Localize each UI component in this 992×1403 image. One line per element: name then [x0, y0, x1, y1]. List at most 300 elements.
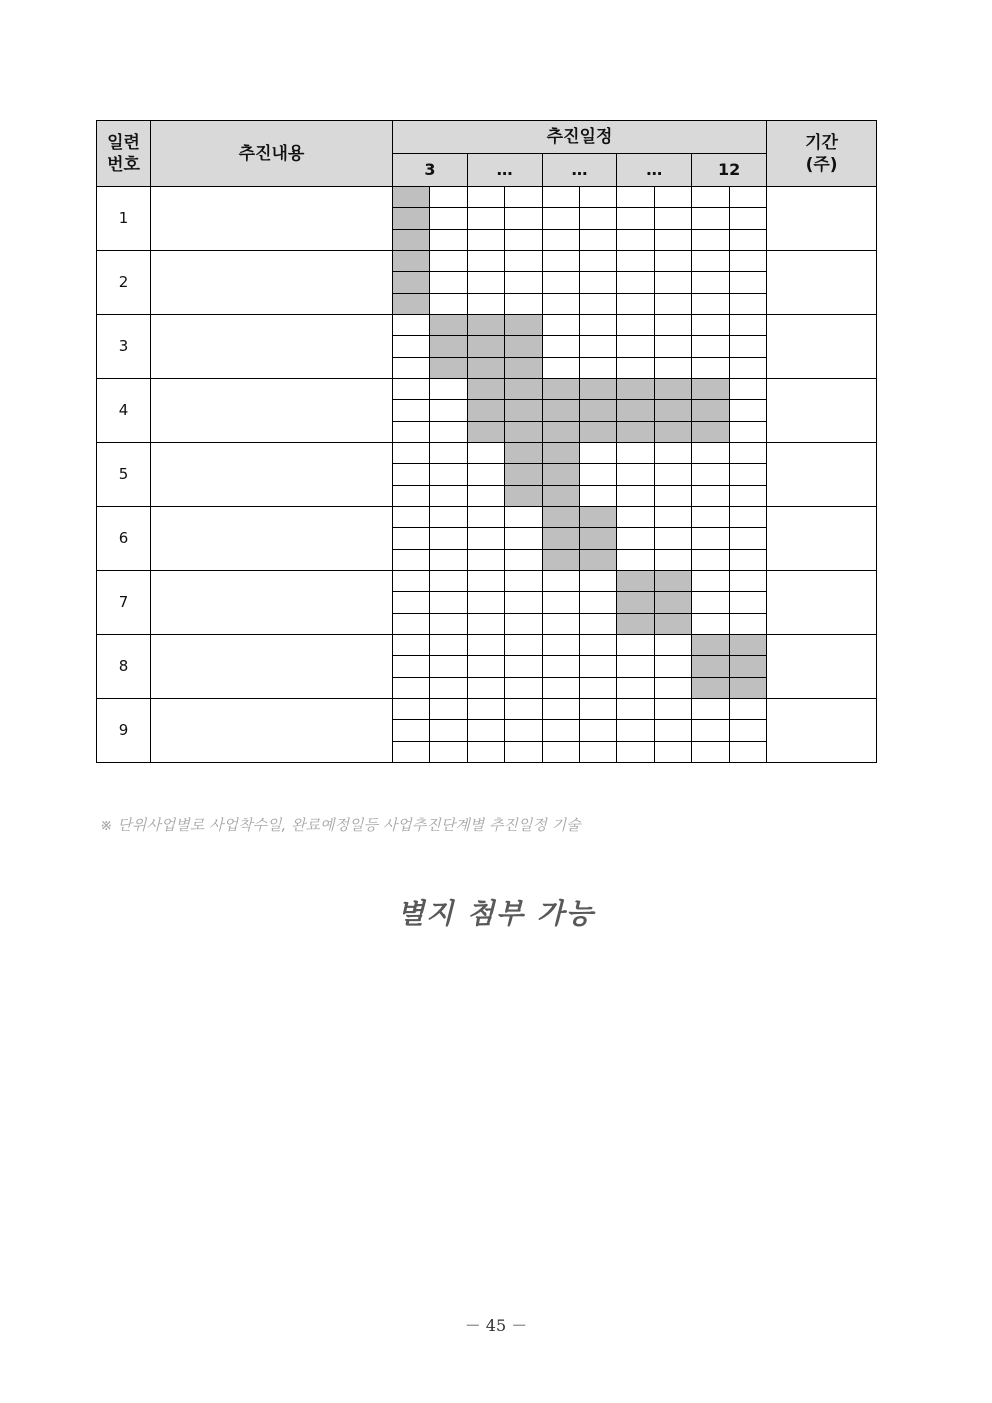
- schedule-cell: [617, 314, 654, 335]
- schedule-cell: [430, 698, 467, 719]
- schedule-cell: [729, 741, 767, 762]
- schedule-cell-filled: [467, 400, 504, 421]
- schedule-cell: [430, 250, 467, 271]
- schedule-cell: [617, 720, 654, 741]
- schedule-cell: [654, 250, 691, 271]
- schedule-cell-filled: [729, 634, 767, 655]
- schedule-cell: [617, 485, 654, 506]
- schedule-cell: [654, 229, 691, 250]
- schedule-cell: [579, 698, 616, 719]
- schedule-cell: [692, 336, 729, 357]
- schedule-cell: [579, 720, 616, 741]
- schedule-cell: [692, 485, 729, 506]
- schedule-cell: [542, 570, 579, 591]
- schedule-cell: [505, 720, 542, 741]
- schedule-cell: [729, 485, 767, 506]
- schedule-subrow: [97, 634, 877, 655]
- schedule-cell: [393, 506, 430, 527]
- schedule-cell: [654, 208, 691, 229]
- schedule-cell: [467, 250, 504, 271]
- schedule-cell: [542, 677, 579, 698]
- month-header: 12: [692, 154, 767, 187]
- schedule-cell-filled: [542, 464, 579, 485]
- schedule-cell: [654, 528, 691, 549]
- schedule-cell: [430, 187, 467, 208]
- schedule-cell: [654, 506, 691, 527]
- schedule-subrow: [97, 570, 877, 591]
- schedule-cell: [579, 272, 616, 293]
- schedule-cell: [617, 677, 654, 698]
- schedule-cell: [654, 464, 691, 485]
- schedule-cell: [467, 187, 504, 208]
- schedule-cell: [467, 208, 504, 229]
- schedule-subrow: [97, 506, 877, 527]
- schedule-cell: [617, 442, 654, 463]
- schedule-header: 추진일정: [393, 121, 767, 154]
- schedule-cell: [467, 698, 504, 719]
- schedule-cell-filled: [617, 421, 654, 442]
- schedule-cell-filled: [692, 378, 729, 399]
- schedule-cell-filled: [505, 357, 542, 378]
- month-header: …: [542, 154, 617, 187]
- schedule-cell: [617, 229, 654, 250]
- schedule-cell: [692, 528, 729, 549]
- schedule-cell-filled: [654, 400, 691, 421]
- schedule-cell: [692, 570, 729, 591]
- schedule-cell: [505, 506, 542, 527]
- schedule-cell-filled: [654, 570, 691, 591]
- schedule-cell-filled: [542, 442, 579, 463]
- schedule-cell: [617, 656, 654, 677]
- schedule-subrow: [97, 314, 877, 335]
- schedule-cell-filled: [505, 400, 542, 421]
- schedule-cell-filled: [393, 208, 430, 229]
- schedule-cell-filled: [505, 314, 542, 335]
- schedule-cell-filled: [692, 634, 729, 655]
- schedule-cell: [505, 528, 542, 549]
- schedule-cell: [467, 741, 504, 762]
- schedule-cell: [393, 464, 430, 485]
- schedule-cell: [692, 592, 729, 613]
- schedule-cell: [579, 293, 616, 314]
- schedule-cell: [729, 613, 767, 634]
- schedule-cell: [579, 656, 616, 677]
- schedule-cell: [692, 613, 729, 634]
- schedule-cell: [505, 677, 542, 698]
- schedule-cell: [729, 187, 767, 208]
- schedule-cell-filled: [579, 421, 616, 442]
- schedule-cell-filled: [542, 528, 579, 549]
- schedule-cell-filled: [654, 613, 691, 634]
- schedule-cell: [430, 293, 467, 314]
- schedule-cell: [505, 250, 542, 271]
- serial-number-header: 일련 번호: [97, 121, 151, 187]
- schedule-cell-filled: [430, 336, 467, 357]
- schedule-cell-filled: [467, 357, 504, 378]
- schedule-cell: [542, 634, 579, 655]
- schedule-cell-filled: [654, 592, 691, 613]
- schedule-cell: [467, 528, 504, 549]
- schedule-cell-filled: [692, 421, 729, 442]
- schedule-cell: [617, 336, 654, 357]
- schedule-cell-filled: [692, 400, 729, 421]
- row-number: 4: [97, 378, 151, 442]
- schedule-cell: [729, 272, 767, 293]
- schedule-cell: [692, 741, 729, 762]
- row-number: 1: [97, 187, 151, 251]
- schedule-cell-filled: [542, 378, 579, 399]
- schedule-cell: [692, 357, 729, 378]
- schedule-cell: [617, 272, 654, 293]
- schedule-cell: [617, 208, 654, 229]
- schedule-cell: [617, 187, 654, 208]
- schedule-cell: [617, 741, 654, 762]
- schedule-cell: [654, 741, 691, 762]
- schedule-cell: [430, 485, 467, 506]
- schedule-cell: [692, 293, 729, 314]
- schedule-cell: [505, 613, 542, 634]
- schedule-cell-filled: [579, 506, 616, 527]
- schedule-cell: [430, 592, 467, 613]
- schedule-cell-filled: [467, 314, 504, 335]
- schedule-cell: [467, 656, 504, 677]
- content-header: 추진내용: [151, 121, 393, 187]
- schedule-cell: [729, 442, 767, 463]
- schedule-cell-filled: [505, 336, 542, 357]
- schedule-cell: [393, 570, 430, 591]
- schedule-cell: [393, 357, 430, 378]
- schedule-cell: [654, 656, 691, 677]
- schedule-cell: [505, 656, 542, 677]
- schedule-cell: [393, 549, 430, 570]
- schedule-cell: [393, 528, 430, 549]
- schedule-cell: [430, 549, 467, 570]
- schedule-cell: [393, 698, 430, 719]
- schedule-cell-filled: [542, 485, 579, 506]
- schedule-cell: [654, 549, 691, 570]
- schedule-cell: [654, 272, 691, 293]
- schedule-subrow: [97, 442, 877, 463]
- schedule-cell: [654, 634, 691, 655]
- schedule-cell: [393, 634, 430, 655]
- schedule-cell: [579, 314, 616, 335]
- schedule-cell: [729, 720, 767, 741]
- schedule-cell: [729, 528, 767, 549]
- schedule-cell: [654, 442, 691, 463]
- schedule-cell-filled: [617, 592, 654, 613]
- schedule-cell: [430, 528, 467, 549]
- row-number: 8: [97, 634, 151, 698]
- schedule-cell-filled: [617, 400, 654, 421]
- schedule-cell: [430, 378, 467, 399]
- schedule-cell: [393, 613, 430, 634]
- schedule-cell: [393, 421, 430, 442]
- schedule-cell: [542, 272, 579, 293]
- schedule-cell: [729, 592, 767, 613]
- schedule-cell: [393, 592, 430, 613]
- schedule-cell-filled: [430, 314, 467, 335]
- schedule-cell: [692, 506, 729, 527]
- schedule-cell: [579, 464, 616, 485]
- row-number: 6: [97, 506, 151, 570]
- schedule-cell: [467, 549, 504, 570]
- schedule-cell: [654, 357, 691, 378]
- schedule-cell: [430, 613, 467, 634]
- content-cell: [151, 187, 393, 251]
- schedule-cell: [542, 698, 579, 719]
- schedule-cell: [467, 293, 504, 314]
- schedule-cell: [505, 698, 542, 719]
- schedule-cell: [579, 229, 616, 250]
- schedule-cell-filled: [729, 677, 767, 698]
- schedule-cell: [692, 250, 729, 271]
- schedule-cell: [579, 336, 616, 357]
- schedule-cell: [579, 677, 616, 698]
- schedule-cell: [393, 314, 430, 335]
- schedule-cell: [542, 293, 579, 314]
- content-cell: [151, 378, 393, 442]
- period-cell: [767, 442, 877, 506]
- schedule-cell: [729, 570, 767, 591]
- schedule-cell: [579, 357, 616, 378]
- schedule-cell: [430, 741, 467, 762]
- schedule-cell: [729, 293, 767, 314]
- schedule-cell-filled: [542, 506, 579, 527]
- schedule-cell: [393, 741, 430, 762]
- schedule-cell: [430, 506, 467, 527]
- schedule-cell: [542, 187, 579, 208]
- schedule-cell-filled: [579, 400, 616, 421]
- schedule-cell: [393, 336, 430, 357]
- schedule-cell: [729, 506, 767, 527]
- schedule-cell: [654, 698, 691, 719]
- schedule-subrow: [97, 187, 877, 208]
- schedule-cell: [430, 272, 467, 293]
- schedule-cell-filled: [617, 613, 654, 634]
- schedule-cell: [692, 698, 729, 719]
- month-header: …: [467, 154, 542, 187]
- period-cell: [767, 698, 877, 762]
- schedule-cell: [729, 464, 767, 485]
- schedule-cell: [692, 272, 729, 293]
- schedule-cell: [654, 187, 691, 208]
- schedule-cell-filled: [505, 485, 542, 506]
- schedule-cell: [579, 634, 616, 655]
- schedule-cell: [692, 229, 729, 250]
- schedule-cell: [729, 698, 767, 719]
- schedule-cell: [430, 464, 467, 485]
- schedule-cell: [729, 357, 767, 378]
- schedule-cell: [430, 400, 467, 421]
- schedule-cell-filled: [467, 421, 504, 442]
- schedule-cell: [542, 208, 579, 229]
- schedule-cell: [579, 187, 616, 208]
- schedule-cell: [542, 720, 579, 741]
- schedule-cell: [692, 549, 729, 570]
- schedule-cell-filled: [505, 378, 542, 399]
- schedule-cell: [729, 314, 767, 335]
- schedule-cell-filled: [542, 421, 579, 442]
- schedule-cell: [542, 229, 579, 250]
- schedule-cell-filled: [393, 272, 430, 293]
- schedule-cell: [729, 549, 767, 570]
- schedule-cell: [505, 570, 542, 591]
- schedule-cell: [692, 720, 729, 741]
- schedule-cell: [579, 208, 616, 229]
- schedule-cell: [467, 613, 504, 634]
- schedule-cell-filled: [505, 464, 542, 485]
- schedule-cell: [430, 442, 467, 463]
- schedule-cell-filled: [393, 187, 430, 208]
- schedule-cell: [579, 250, 616, 271]
- schedule-cell: [579, 741, 616, 762]
- schedule-cell: [729, 208, 767, 229]
- schedule-cell-filled: [505, 421, 542, 442]
- content-cell: [151, 570, 393, 634]
- schedule-cell-filled: [617, 570, 654, 591]
- schedule-cell-filled: [542, 549, 579, 570]
- schedule-cell: [393, 720, 430, 741]
- schedule-cell: [467, 720, 504, 741]
- schedule-cell-filled: [393, 229, 430, 250]
- schedule-cell: [467, 442, 504, 463]
- schedule-cell: [505, 229, 542, 250]
- schedule-cell: [430, 677, 467, 698]
- schedule-cell: [430, 656, 467, 677]
- schedule-cell: [654, 293, 691, 314]
- schedule-cell: [430, 720, 467, 741]
- schedule-cell: [467, 634, 504, 655]
- schedule-cell: [579, 442, 616, 463]
- schedule-cell-filled: [654, 421, 691, 442]
- schedule-cell: [430, 421, 467, 442]
- schedule-note: ※ 단위사업별로 사업착수일, 완료예정일등 사업추진단계별 추진일정 기술: [100, 816, 581, 834]
- schedule-cell: [692, 187, 729, 208]
- schedule-cell: [692, 464, 729, 485]
- schedule-cell: [393, 378, 430, 399]
- attachment-notice: 별지 첨부 가능: [397, 897, 595, 930]
- schedule-cell-filled: [467, 378, 504, 399]
- schedule-cell: [542, 741, 579, 762]
- schedule-cell-filled: [542, 400, 579, 421]
- schedule-cell: [729, 400, 767, 421]
- row-number: 9: [97, 698, 151, 762]
- page-number: － 45 －: [464, 1316, 528, 1335]
- schedule-cell-filled: [579, 528, 616, 549]
- month-header: 3: [393, 154, 468, 187]
- schedule-cell: [617, 357, 654, 378]
- schedule-cell: [654, 677, 691, 698]
- schedule-cell-filled: [729, 656, 767, 677]
- schedule-cell: [467, 506, 504, 527]
- schedule-cell: [617, 464, 654, 485]
- schedule-cell: [579, 485, 616, 506]
- schedule-cell-filled: [617, 378, 654, 399]
- schedule-cell: [579, 592, 616, 613]
- schedule-cell: [617, 293, 654, 314]
- schedule-cell: [654, 485, 691, 506]
- schedule-cell-filled: [467, 336, 504, 357]
- schedule-cell: [393, 400, 430, 421]
- schedule-cell-filled: [393, 250, 430, 271]
- content-cell: [151, 314, 393, 378]
- content-cell: [151, 634, 393, 698]
- schedule-subrow: [97, 698, 877, 719]
- schedule-cell: [505, 208, 542, 229]
- schedule-cell: [505, 293, 542, 314]
- period-cell: [767, 378, 877, 442]
- schedule-cell: [430, 570, 467, 591]
- row-number: 5: [97, 442, 151, 506]
- schedule-cell: [617, 250, 654, 271]
- schedule-cell: [617, 634, 654, 655]
- schedule-cell: [467, 485, 504, 506]
- schedule-cell: [542, 314, 579, 335]
- month-header: …: [617, 154, 692, 187]
- schedule-cell-filled: [692, 677, 729, 698]
- row-number: 7: [97, 570, 151, 634]
- schedule-cell: [467, 570, 504, 591]
- period-cell: [767, 187, 877, 251]
- schedule-subrow: [97, 378, 877, 399]
- schedule-cell: [729, 421, 767, 442]
- schedule-cell: [617, 506, 654, 527]
- period-cell: [767, 570, 877, 634]
- schedule-cell: [393, 677, 430, 698]
- schedule-cell: [729, 229, 767, 250]
- schedule-cell-filled: [430, 357, 467, 378]
- schedule-subrow: [97, 250, 877, 271]
- schedule-cell: [505, 741, 542, 762]
- schedule-cell-filled: [654, 378, 691, 399]
- schedule-cell: [692, 314, 729, 335]
- schedule-cell: [467, 272, 504, 293]
- schedule-cell: [467, 592, 504, 613]
- schedule-cell: [393, 442, 430, 463]
- content-cell: [151, 506, 393, 570]
- period-cell: [767, 634, 877, 698]
- schedule-cell: [654, 314, 691, 335]
- schedule-cell: [542, 592, 579, 613]
- schedule-body: [97, 187, 877, 763]
- schedule-cell: [617, 698, 654, 719]
- schedule-cell: [579, 570, 616, 591]
- schedule-cell: [692, 442, 729, 463]
- row-number: 2: [97, 250, 151, 314]
- schedule-cell: [692, 208, 729, 229]
- schedule-cell-filled: [579, 549, 616, 570]
- schedule-cell: [467, 229, 504, 250]
- content-cell: [151, 698, 393, 762]
- schedule-cell: [542, 250, 579, 271]
- schedule-cell-filled: [393, 293, 430, 314]
- schedule-cell: [505, 634, 542, 655]
- schedule-cell: [542, 613, 579, 634]
- schedule-cell: [729, 378, 767, 399]
- period-cell: [767, 250, 877, 314]
- schedule-cell: [542, 656, 579, 677]
- schedule-cell: [542, 357, 579, 378]
- row-number: 3: [97, 314, 151, 378]
- schedule-cell: [729, 250, 767, 271]
- period-header: 기간 (주): [767, 121, 877, 187]
- schedule-cell: [729, 336, 767, 357]
- schedule-cell: [617, 528, 654, 549]
- schedule-cell: [430, 634, 467, 655]
- schedule-cell: [505, 272, 542, 293]
- content-cell: [151, 250, 393, 314]
- period-cell: [767, 314, 877, 378]
